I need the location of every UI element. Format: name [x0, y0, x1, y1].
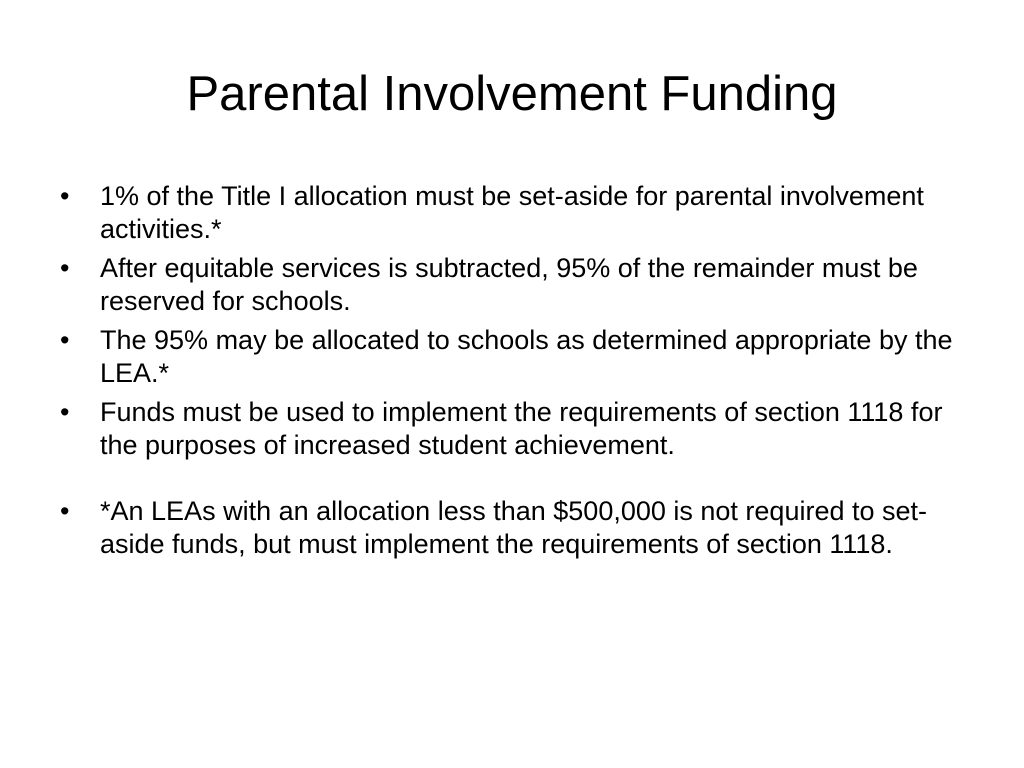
bullet-text: Funds must be used to implement the requirements of section 1118 for the purposes of increased student achievement.: [100, 397, 943, 460]
bullet-text: After equitable services is subtracted, 95% of the remainder must be reserved for schools.: [100, 253, 918, 316]
bullet-dot-icon: •: [60, 325, 70, 355]
bullet-list: [60, 180, 960, 567]
slide-title: Parental Involvement Funding: [186, 67, 838, 121]
bullet-item: [60, 252, 960, 318]
bullet-item: [60, 396, 960, 462]
bullet-item: [60, 324, 960, 390]
bullet-text: The 95% may be allocated to schools as determined appropriate by the LEA.*: [100, 325, 953, 388]
bullet-text: *An LEAs with an allocation less than $500,000 is not required to set-aside funds, but must implement the requirements of section 1118.: [100, 496, 928, 559]
bullet-dot-icon: •: [60, 496, 70, 526]
bullet-dot-icon: •: [60, 253, 70, 283]
bullet-item-footnote: [60, 495, 960, 561]
bullet-text: 1% of the Title I allocation must be set-aside for parental involvement activities.*: [100, 181, 924, 244]
bullet-dot-icon: •: [60, 181, 70, 211]
bullet-item: [60, 180, 960, 246]
bullet-dot-icon: •: [60, 397, 70, 427]
